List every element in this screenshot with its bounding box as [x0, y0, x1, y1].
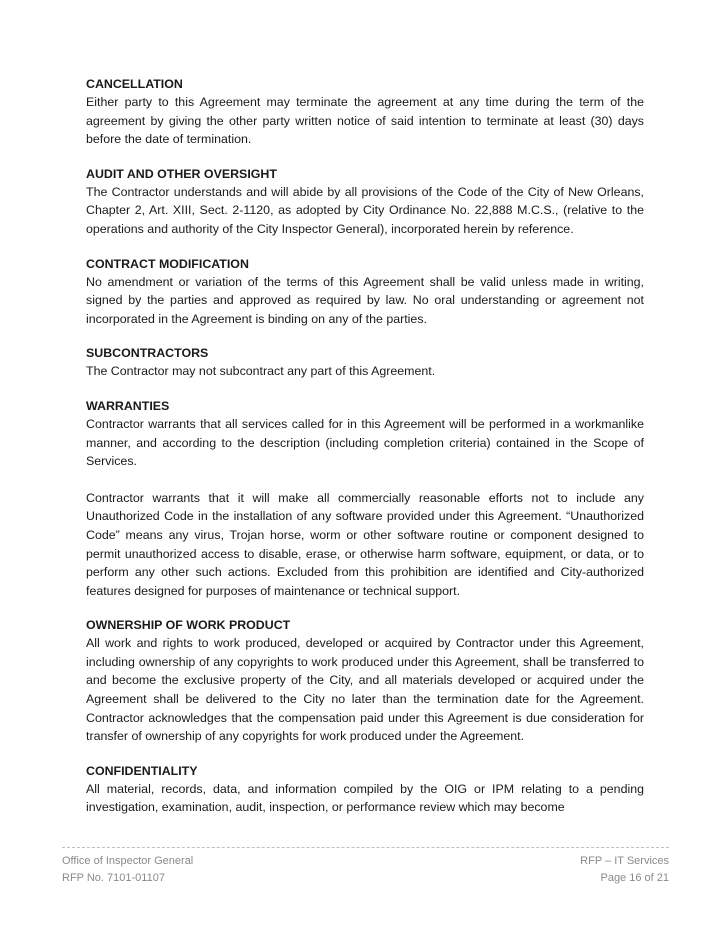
footer-row-2	[62, 870, 669, 887]
document-body	[86, 75, 644, 833]
section-subcontractors	[86, 344, 644, 381]
section-paragraph: Either party to this Agreement may terminate the agreement at any time during the term of the agreement by giving the other party written notice of said intention to terminate at least (30) days before the date of termination.	[86, 95, 644, 147]
section-heading: WARRANTIES	[86, 398, 170, 413]
footer-office-name: Office of Inspector General	[62, 855, 194, 867]
section-paragraph: The Contractor understands and will abide by all provisions of the Code of the City of New Orleans, Chapter 2, Art. XIII, Sect. 2-1120, as adopted by City Ordinance No. 22,888 M.C.S., (relative to the operations and authority of the City Inspector General), incorporated herein by reference.	[86, 184, 644, 236]
section-cancellation	[86, 75, 644, 149]
section-heading: OWNERSHIP OF WORK PRODUCT	[86, 618, 291, 633]
footer-rfp-number: RFP No. 7101-01107	[62, 872, 165, 884]
section-paragraph: No amendment or variation of the terms of this Agreement shall be valid unless made in writing, signed by the parties and approved as required by law. No oral understanding or agreement not incorporated in the Agreement is binding on any of the parties.	[86, 274, 644, 326]
page-footer	[62, 847, 669, 887]
section-paragraph: All material, records, data, and information compiled by the OIG or IPM relating to a pending investigation, examination, audit, inspection, or performance review which may become	[86, 781, 644, 815]
section-paragraph: Contractor warrants that all services called for in this Agreement will be performed in a workmanlike manner, and according to the description (including completion criteria) contained in the Scope of Services.	[86, 416, 644, 469]
section-contract-modification	[86, 255, 644, 329]
section-heading: AUDIT AND OTHER OVERSIGHT	[86, 166, 277, 181]
section-paragraph: All work and rights to work produced, developed or acquired by Contractor under this Agreement, including ownership of any copyrights to work produced under this Agreement, shall be transferred to and become the exclusive property of the City, and all materials developed or acquired under the Agreement shall be delivered to the City no later than the termination date for the Agreement. Contractor acknowledges that the compensation paid under this Agreement is due consideration for transfer of ownership of any copyrights for work produced under the Agreement.	[86, 636, 644, 744]
section-warranties	[86, 397, 644, 600]
footer-rfp-title: RFP – IT Services	[580, 855, 669, 867]
section-confidentiality	[86, 762, 644, 817]
section-paragraph: Contractor warrants that it will make all commercially reasonable efforts not to include any Unauthorized Code in the installation of any software provided under this Agreement. “Unauthorized Code” means any virus, Trojan horse, worm or other software routine or component designed to permit unauthorized access to disable, erase, or otherwise harm software, equipment, or data, or to perform any other such actions. Excluded from this prohibition are identified and City-authorized features designed for purposes of maintenance or technical support.	[86, 490, 644, 598]
section-ownership	[86, 616, 644, 746]
section-heading: CONTRACT MODIFICATION	[86, 256, 249, 271]
section-audit	[86, 165, 644, 239]
footer-page-number: Page 16 of 21	[600, 872, 669, 884]
section-heading: CONFIDENTIALITY	[86, 763, 198, 778]
section-paragraph: The Contractor may not subcontract any part of this Agreement.	[86, 364, 436, 379]
footer-row-1	[62, 853, 669, 870]
section-heading: SUBCONTRACTORS	[86, 346, 209, 361]
section-heading: CANCELLATION	[86, 77, 183, 91]
